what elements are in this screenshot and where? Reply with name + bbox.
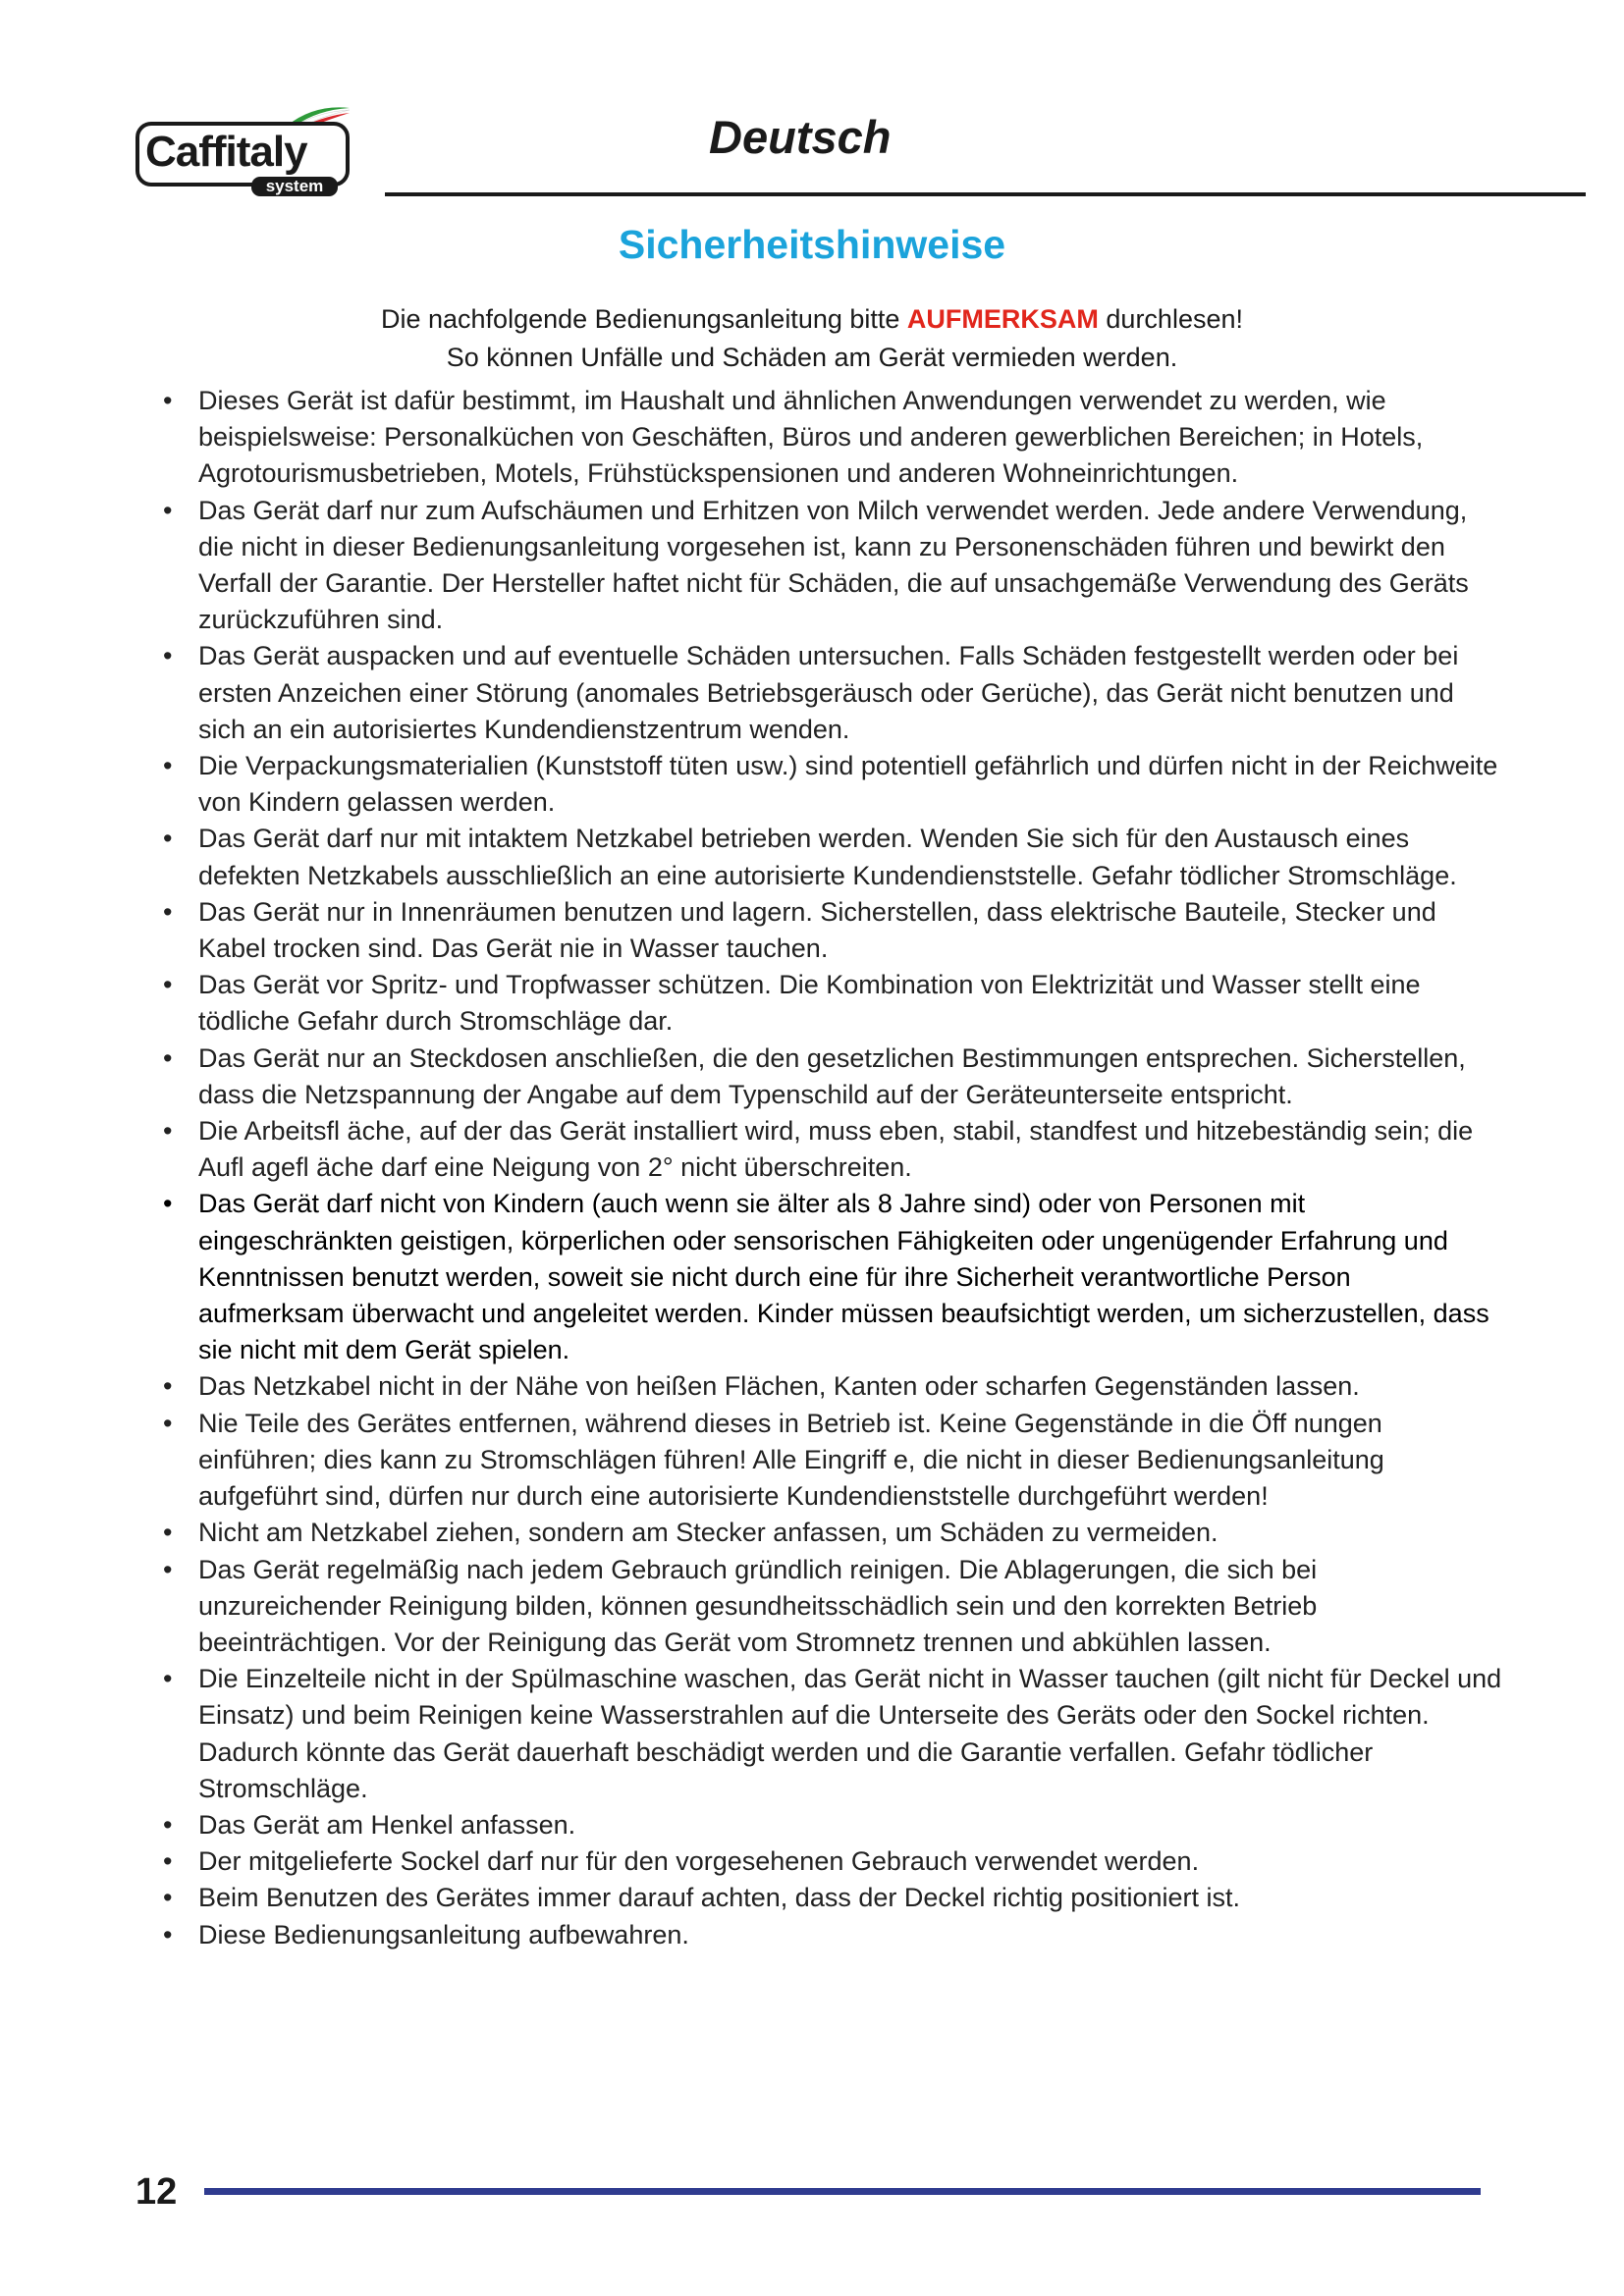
intro-line-1-after: durchlesen! [1098, 304, 1243, 334]
intro-line-2: So können Unfälle und Schäden am Gerät vermieden werden. [446, 343, 1178, 372]
bullet-icon: • [163, 1518, 173, 1548]
bullet-icon: • [163, 1846, 173, 1877]
list-item-text: Das Netzkabel nicht in der Nähe von heißen Flächen, Kanten oder scharfen Gegenständen lassen. [198, 1371, 1360, 1402]
list-item-text: Nicht am Netzkabel ziehen, sondern am Stecker anfassen, um Schäden zu vermeiden. [198, 1518, 1218, 1548]
section-title: Sicherheitshinweise [618, 222, 1006, 267]
list-item-text: Das Gerät am Henkel anfassen. [198, 1809, 576, 1840]
list-item [128, 1041, 1502, 1113]
list-item [128, 1917, 1502, 1953]
list-item [128, 821, 1502, 893]
bullet-icon: • [163, 641, 173, 671]
bullet-icon: • [163, 1554, 173, 1584]
footer-divider [204, 2188, 1481, 2195]
list-item-text: Das Gerät darf nur mit intaktem Netzkabel betrieben werden. Wenden Sie sich für den Austausch eines defekten Netzkabels ausschließlich an eine autorisierte Kundendienststelle. Gefahr tödlicher Stromschläge. [198, 824, 1457, 890]
caffitaly-logo [135, 102, 355, 195]
list-item-text: Der mitgelieferte Sockel darf nur für den vorgesehenen Gebrauch verwendet werden. [198, 1846, 1200, 1877]
list-item [128, 894, 1502, 967]
intro-text [0, 300, 1624, 377]
bullet-icon: • [163, 1189, 173, 1219]
list-item-text: Die Verpackungsmaterialien (Kunststoff tüten usw.) sind potentiell gefährlich und dürfen nicht in der Reichweite von Kindern gelassen werden. [198, 751, 1498, 818]
list-item [128, 638, 1502, 748]
list-item [128, 493, 1502, 639]
list-item [128, 1113, 1502, 1186]
bullet-icon: • [163, 386, 173, 415]
bullet-icon: • [163, 1116, 173, 1147]
bullet-icon: • [163, 1883, 173, 1913]
bullet-icon: • [163, 1408, 173, 1438]
list-item [128, 1880, 1502, 1916]
list-item-text: Beim Benutzen des Gerätes immer darauf achten, dass der Deckel richtig positioniert ist. [198, 1883, 1240, 1913]
bullet-icon: • [163, 1664, 173, 1694]
list-item-text: Das Gerät auspacken und auf eventuelle Schäden untersuchen. Falls Schäden festgestellt werden oder bei ersten Anzeichen einer Störung (anomales Betriebsgeräusch oder Gerüche), das Gerät nicht benutzen und sich an ein autorisiertes Kundendienstzentrum wenden. [198, 641, 1459, 744]
safety-instructions-list [128, 383, 1502, 1953]
list-item [128, 967, 1502, 1040]
list-item-text: Dieses Gerät ist dafür bestimmt, im Haushalt und ähnlichen Anwendungen verwendet zu werden, wie beispielsweise: Personalküchen von Geschäften, Büros und anderen gewerblichen Bereichen; in Hotels, Agrotourismusbetrieben, Motels, Frühstückspensionen und anderen Wohneinrichtungen. [198, 386, 1424, 489]
list-item [128, 1843, 1502, 1880]
language-heading: Deutsch [709, 111, 892, 163]
bullet-icon: • [163, 824, 173, 854]
bullet-icon: • [163, 1042, 173, 1073]
list-item-text: Das Gerät darf nicht von Kindern (auch wenn sie älter als 8 Jahre sind) oder von Personen mit eingeschränkten geistigen, körperlichen oder sensorischen Fähigkeiten oder ungenügender Erfahrung und Kenntnissen benutzt werden, soweit sie nicht durch eine für ihre Sicherheit verantwortliche Person aufmerksam überwacht und angeleitet werden. Kinder müssen beaufsichtigt werden, um sicherzustellen, dass sie nicht mit dem Gerät spielen. [198, 1189, 1489, 1365]
intro-line-1-before: Die nachfolgende Bedienungsanleitung bitte [380, 304, 907, 334]
list-item-text: Das Gerät nur an Steckdosen anschließen, die den gesetzlichen Bestimmungen entsprechen. Sicherstellen, dass die Netzspannung der Angabe auf dem Typenschild auf der Geräteunterseite entspricht. [198, 1042, 1466, 1109]
list-item-text: Die Einzelteile nicht in der Spülmaschine waschen, das Gerät nicht in Wasser tauchen (gilt nicht für Deckel und Einsatz) und beim Reinigen keine Wasserstrahlen auf die Unterseite des Geräts oder den Sockel richten. Dadurch könnte das Gerät dauerhaft beschädigt werden und die Garantie verfallen. Gefahr tödlicher Stromschläge. [198, 1664, 1502, 1803]
bullet-icon: • [163, 1371, 173, 1402]
list-item [128, 1368, 1502, 1405]
list-item [128, 1186, 1502, 1368]
list-item-text: Die Arbeitsfl äche, auf der das Gerät installiert wird, muss eben, stabil, standfest und hitzebeständig sein; die Aufl agefl äche darf eine Neigung von 2° nicht überschreiten. [198, 1116, 1474, 1183]
bullet-icon: • [163, 970, 173, 1000]
list-item [128, 1515, 1502, 1551]
intro-emphasis: AUFMERKSAM [906, 304, 1099, 334]
list-item-text: Nie Teile des Gerätes entfernen, während dieses in Betrieb ist. Keine Gegenstände in die Öff nungen einführen; dies kann zu Stromschlägen führen! Alle Eingriff e, die nicht in dieser Bedienungsanleitung aufgeführt sind, dürfen nur durch eine autorisierte Kundendienststelle durchgeführt werden! [198, 1408, 1384, 1512]
list-item [128, 383, 1502, 493]
bullet-icon: • [163, 495, 173, 525]
list-item-text: Das Gerät nur in Innenräumen benutzen und lagern. Sicherstellen, dass elektrische Bauteile, Stecker und Kabel trocken sind. Das Gerät nie in Wasser tauchen. [198, 896, 1436, 964]
list-item [128, 1406, 1502, 1516]
list-item-text: Das Gerät vor Spritz- und Tropfwasser schützen. Die Kombination von Elektrizität und Wasser stellt eine tödliche Gefahr durch Stromschläge dar. [198, 970, 1421, 1037]
header-divider [385, 192, 1586, 196]
bullet-icon: • [163, 751, 173, 781]
bullet-icon: • [163, 1809, 173, 1840]
page-number: 12 [135, 2171, 178, 2213]
list-item-text: Diese Bedienungsanleitung aufbewahren. [198, 1919, 689, 1949]
bullet-icon: • [163, 1919, 173, 1949]
list-item [128, 1807, 1502, 1843]
list-item-text: Das Gerät darf nur zum Aufschäumen und Erhitzen von Milch verwendet werden. Jede andere Verwendung, die nicht in dieser Bedienungsanleitung vorgesehen ist, kann zu Personenschäden führen und bewirkt den Verfall der Garantie. Der Hersteller haftet nicht für Schäden, die auf unsachgemäße Verwendung des Geräts zurückzuführen sind. [198, 495, 1469, 635]
list-item [128, 748, 1502, 821]
list-item [128, 1552, 1502, 1662]
list-item [128, 1661, 1502, 1807]
bullet-icon: • [163, 896, 173, 927]
list-item-text: Das Gerät regelmäßig nach jedem Gebrauch gründlich reinigen. Die Ablagerungen, die sich bei unzureichender Reinigung bilden, können gesundheitsschädlich sein und den korrekten Betrieb beeinträchtigen. Vor der Reinigung das Gerät vom Stromnetz trennen und abkühlen lassen. [198, 1554, 1318, 1657]
logo-brand-text: Caffitaly [145, 128, 307, 176]
logo-tagline: system [251, 177, 338, 196]
intro-line-1 [0, 300, 1624, 339]
